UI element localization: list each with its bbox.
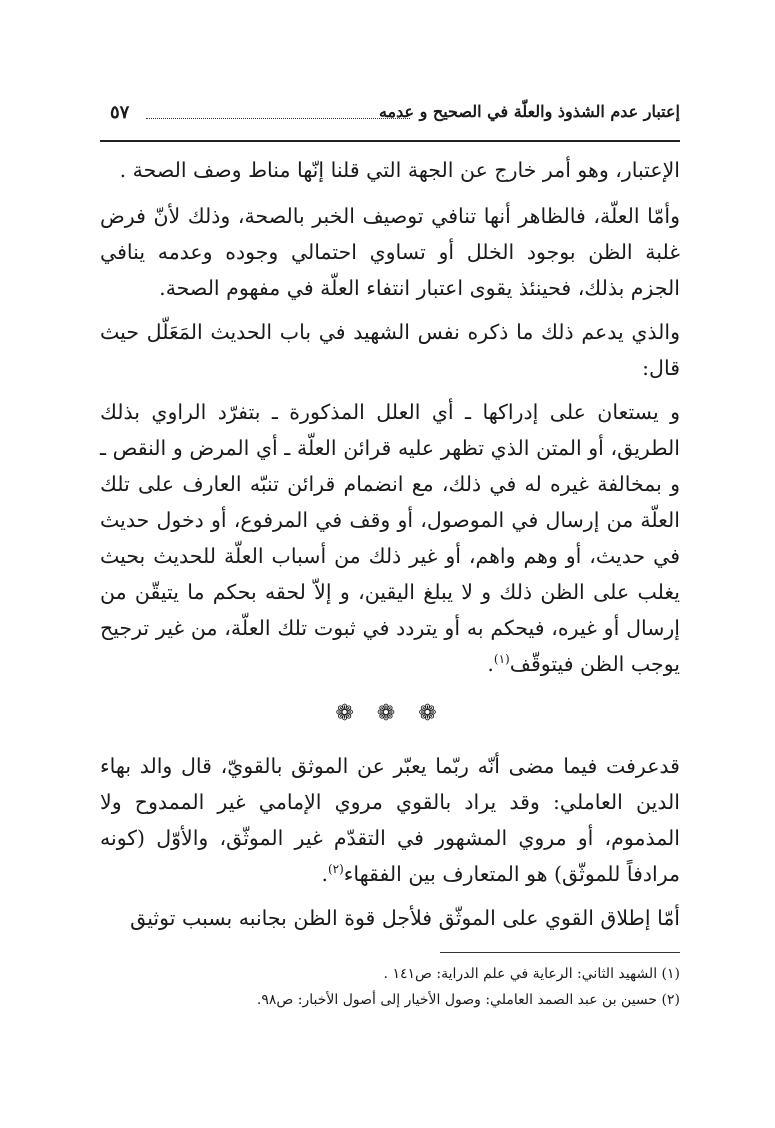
footnote-ref-2: (٢) xyxy=(327,862,344,877)
section-ornament: ❁ ❁ ❁ xyxy=(335,701,445,726)
footnote-ref-1: (١) xyxy=(493,652,510,667)
header-leader-dots xyxy=(146,118,410,119)
paragraph-text: قدعرفت فيما مضى أنّه ربّما يعبّر عن الموثق بالقويّ، قال والد بهاء الدين العاملي: وقد يراد بالقوي مروي الإمامي غير الممدوح ولا المذموم، أو مروي المشهور في التقدّم غير الموثّق، والأوّل (كونه مرادفاً للموثّق) هو المتعارف بين الفقهاء xyxy=(100,754,680,886)
body-text xyxy=(100,152,680,936)
document-page xyxy=(100,100,680,1013)
paragraph: قدعرفت فيما مضى أنّه ربّما يعبّر عن الموثق بالقويّ، قال والد بهاء الدين العاملي: وقد يراد بالقوي مروي الإمامي غير الممدوح ولا المذموم، أو مروي المشهور في التقدّم غير الموثّق، والأوّل (كونه مرادفاً للموثّق) هو المتعارف بين الفقهاء$^{(٢)}$. xyxy=(100,754,680,886)
running-title: إعتبار عدم الشذوذ والعلّة في الصحيح و عدمه xyxy=(375,102,680,121)
header-rule xyxy=(100,140,680,142)
paragraph: الإعتبار، وهو أمر خارج عن الجهة التي قلنا إنّها مناط وصف الصحة . xyxy=(119,158,680,182)
footnotes xyxy=(100,961,680,1013)
footnote-2: (٢) حسين بن عبد الصمد العاملي: وصول الأخيار إلى أصول الأخبار: ص٩٨. xyxy=(256,992,680,1008)
footnote-1: (١) الشهيد الثاني: الرعاية في علم الدراية: ص١٤١ . xyxy=(383,966,680,982)
footnote-rule xyxy=(440,952,680,953)
running-header xyxy=(100,100,680,130)
paragraph: أمّا إطلاق القوي على الموثّق فلأجل قوة الظن بجانبه بسبب توثيق xyxy=(130,906,680,930)
page-number: ٥٧ xyxy=(110,102,130,123)
quoted-paragraph: و يستعان على إدراكها ـ أي العلل المذكورة ـ بتفرّد الراوي بذلك الطريق، أو المتن الذي تظهر عليه قرائن العلّة ـ أي المرض و النقص ـ و بمخالفة غيره له في ذلك، مع انضمام قرائن تنبّه العارف على تلك العلّة من إرسال في الموصول، أو وقف في المرفوع، أو دخول حديث في حديث، أو وهم واهم، أو غير ذلك من أسباب العلّة للحديث بحيث يغلب على الظن ذلك و لا يبلغ اليقين، و إلاّ لحقه بحكم ما يتيقّن من إرسال أو غيره، فيحكم به أو يتردد في ثبوت تلك العلّة، من غير ترجيح يوجب الظن فيتوقّف$^{(١)}$. xyxy=(100,400,680,676)
paragraph: وأمّا العلّة، فالظاهر أنها تنافي توصيف الخبر بالصحة، وذلك لأنّ فرض غلبة الظن بوجود الخلل أو تساوي احتمالي وجوده وعدمه ينافي الجزم بذلك، فحينئذ يقوى اعتبار انتفاء العلّة في مفهوم الصحة. xyxy=(100,204,680,300)
quote-text: و يستعان على إدراكها ـ أي العلل المذكورة ـ بتفرّد الراوي بذلك الطريق، أو المتن الذي تظهر عليه قرائن العلّة ـ أي المرض و النقص ـ و بمخالفة غيره له في ذلك، مع انضمام قرائن تنبّه العارف على تلك العلّة من إرسال في الموصول، أو وقف في المرفوع، أو دخول حديث في حديث، أو وهم واهم، أو غير ذلك من أسباب العلّة للحديث بحيث يغلب على الظن ذلك و لا يبلغ اليقين، و إلاّ لحقه بحكم ما يتيقّن من إرسال أو غيره، فيحكم به أو يتردد في ثبوت تلك العلّة، من غير ترجيح يوجب الظن فيتوقّف xyxy=(100,400,680,676)
paragraph: والذي يدعم ذلك ما ذكره نفس الشهيد في باب الحديث المَعَلّل حيث قال: xyxy=(100,320,680,380)
